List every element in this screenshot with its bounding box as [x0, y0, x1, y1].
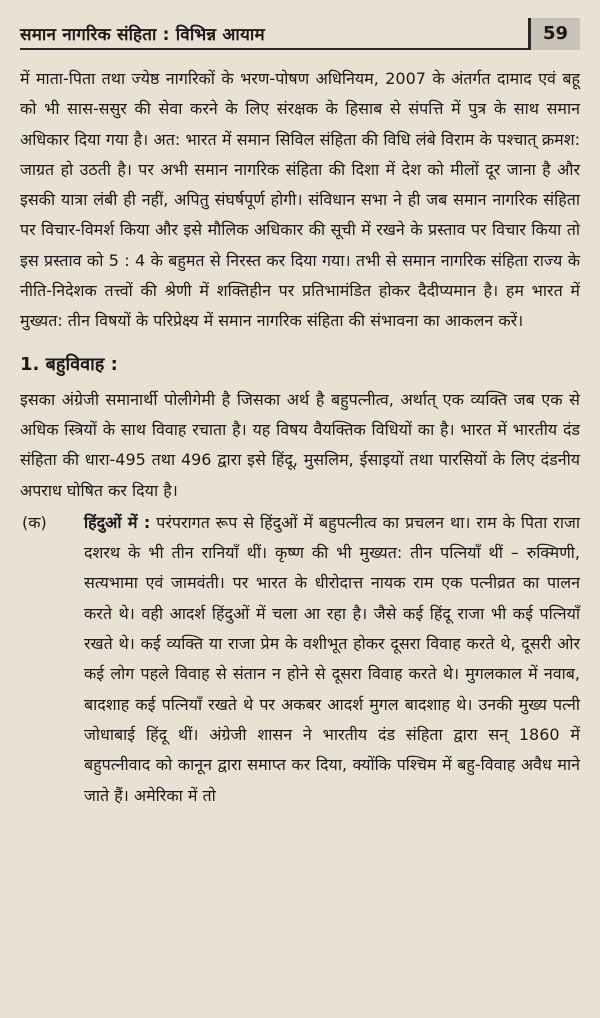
body-text [20, 64, 580, 811]
subsection-body [84, 508, 580, 811]
subsection-hindus [20, 508, 580, 811]
running-header [20, 0, 580, 50]
section-paragraph-polygamy: इसका अंग्रेजी समानार्थी पोलीगेमी है जिसका अर्थ है बहुपत्नीत्व, अर्थात् एक व्यक्ति जब एक से अधिक स्त्रियों के साथ विवाह रचाता है। यह विषय वैयक्तिक विधियों का है। भारत में भारतीय दंड संहिता की धारा-495 तथा 496 द्वारा इसे हिंदू, मुसलिम, ईसाइयों तथा पारसियों के लिए दंडनीय अपराध घोषित कर दिया है। [20, 389, 580, 500]
section-heading-polygamy: 1. बहुविवाह : [20, 353, 118, 375]
intro-paragraph: में माता-पिता तथा ज्येष्ठ नागरिकों के भरण-पोषण अधिनियम, 2007 के अंतर्गत दामाद एवं बहू को भी सास-ससुर की सेवा करने के लिए संरक्षक के हिसाब से संपत्ति में पुत्र के साथ समान अधिकार दिया गया है। अत: भारत में समान सिविल संहिता की विधि लंबे विराम के पश्चात् क्रमश: जाग्रत हो उठती है। पर अभी समान नागरिक संहिता की दिशा में देश को मीलों दूर जाना है और इसकी यात्रा लंबी ही नहीं, अपितु संघर्षपूर्ण होगी। संविधान सभा ने ही जब समान नागरिक संहिता पर विचार-विमर्श किया और इसे मौलिक अधिकार की सूची में रखने के प्रस्ताव पर विचार किया तो इस प्रस्ताव को 5 : 4 के बहुमत से निरस्त कर दिया गया। तभी से समान नागरिक संहिता राज्य के नीति-निदेशक तत्त्वों की श्रेणी में शक्तिहीन पर प्रतिभामंडित होकर दैदीप्यमान है। हम भारत में मुख्यत: तीन विषयों के परिप्रेक्ष्य में समान नागरिक संहिता की संभावना का आकलन करें। [20, 69, 580, 331]
page-number: 59 [528, 18, 580, 50]
running-title: समान नागरिक संहिता : विभिन्न आयाम [20, 25, 265, 45]
subsection-text: परंपरागत रूप से हिंदुओं में बहुपत्नीत्व का प्रचलन था। राम के पिता राजा दशरथ के भी तीन रानियाँ थीं। कृष्ण की भी मुख्यत: तीन पत्नियाँ थीं – रुक्मिणी, सत्यभामा एवं जामवंती। पर भारत के धीरोदात्त नायक राम एक पत्नीव्रत का पालन करते थे। वही आदर्श हिंदुओं में चला आ रहा है। जैसे कई हिंदू राजा भी कई पत्नियाँ रखते थे। कई व्यक्ति या राजा प्रेम के वशीभूत होकर दूसरा विवाह करते थे, दूसरी ओर कई लोग पहले विवाह से संतान न होने से दूसरा विवाह करते थे। मुगलकाल में नवाब, बादशाह कई पत्नियाँ रखते थे पर अकबर आदर्श मुगल बादशाह थे। उनकी मुख्य पत्नी जोधाबाई हिंदू थीं। अंग्रेजी शासन ने भारतीय दंड संहिता द्वारा सन् 1860 में बहुपत्नीवाद को कानून द्वारा समाप्त कर दिया, क्योंकि पश्चिम में बहु-विवाह अवैध माने जाते हैं। अमेरिका में तो [84, 512, 580, 805]
subsection-marker: (क) [22, 512, 47, 532]
subsection-title: हिंदुओं में : [84, 512, 151, 532]
